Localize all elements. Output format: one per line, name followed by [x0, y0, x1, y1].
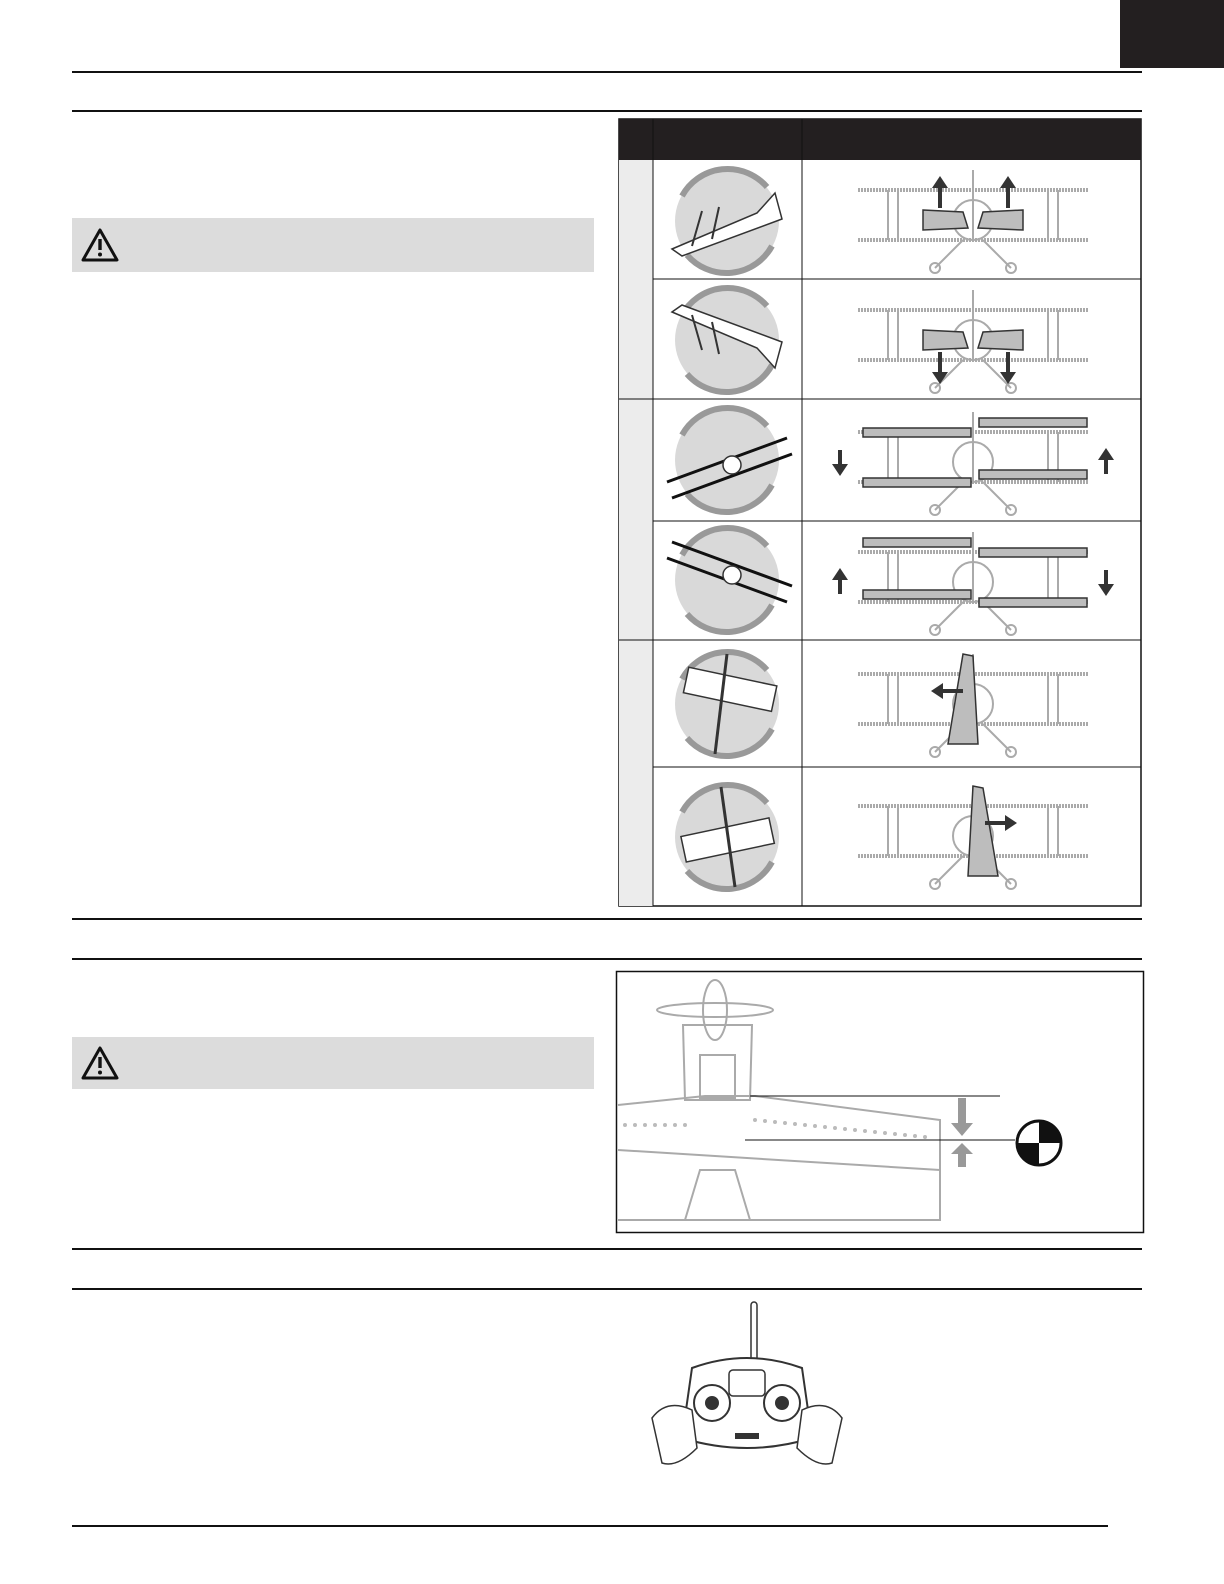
warning-triangle-icon	[81, 228, 119, 262]
control-direction-table	[618, 118, 1144, 908]
warning-box-2	[72, 1037, 594, 1089]
aircraft-pitch-down-icon	[672, 288, 782, 392]
aircraft-yaw-left-icon	[675, 652, 779, 756]
section-rule-control-test	[72, 110, 1142, 112]
language-tab	[1120, 0, 1224, 68]
table-header	[619, 119, 1141, 160]
section-rule-cg	[72, 958, 1142, 960]
aircraft-pitch-up-icon	[672, 169, 782, 273]
section-rule-flying	[72, 1288, 1142, 1290]
warning-triangle-icon	[81, 1046, 119, 1080]
hands-holding-transmitter-icon	[647, 1298, 847, 1478]
section-rule-flying-top	[72, 1248, 1142, 1250]
cg-target-icon	[1017, 1121, 1061, 1165]
header-rule	[72, 71, 1142, 73]
section-rule-cg-top	[72, 918, 1142, 920]
table-side-column	[619, 160, 653, 906]
aircraft-yaw-right-icon	[675, 785, 779, 889]
cg-balance-diagram	[615, 970, 1145, 1234]
footer-rule	[72, 1525, 1108, 1527]
warning-box-1	[72, 218, 594, 272]
